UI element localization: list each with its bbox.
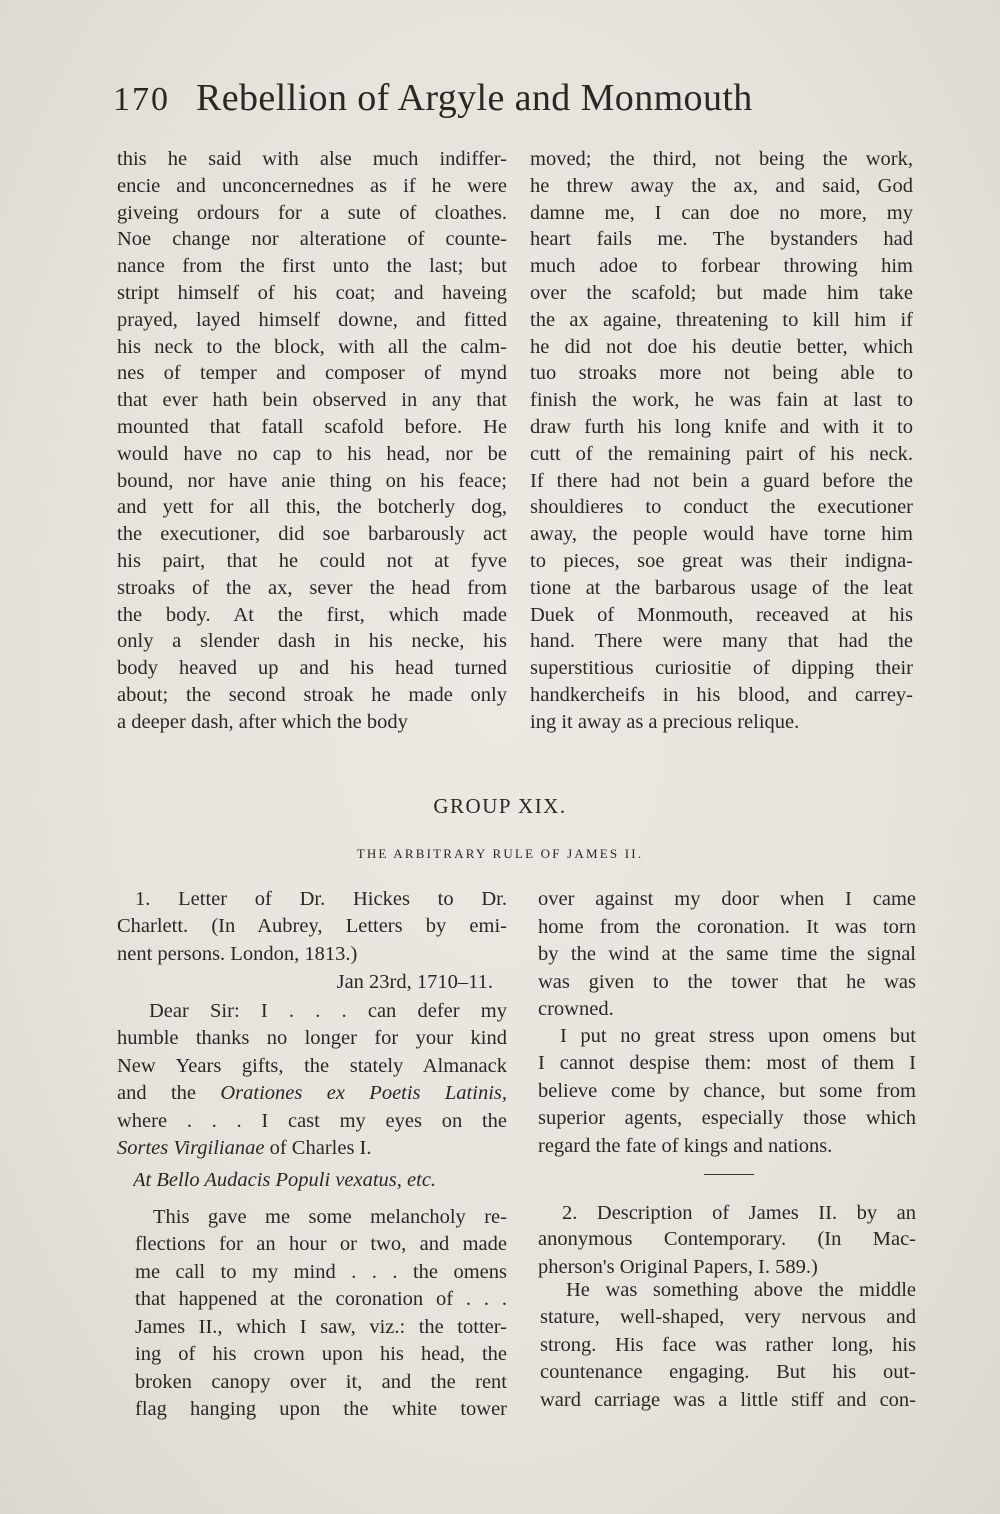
latin-quote [133, 1167, 513, 1195]
description-citation-first [562, 1200, 916, 1228]
text-line: body heaved up and his head turned [117, 657, 507, 680]
letter-para2-first [153, 1204, 507, 1232]
text-line: Dear Sir: I . . . can defer my [149, 1000, 507, 1022]
text-line: Duek of Monmouth, receaved at his [530, 603, 913, 626]
text-line: If there had not bein a guard before the [530, 469, 913, 492]
omens-para-first [560, 1023, 916, 1051]
text-line: over against my door when I came [538, 888, 916, 910]
text-line: where . . . I cast my eyes on the [117, 1109, 507, 1132]
group-heading: GROUP XIX. [433, 794, 567, 818]
text-line: that ever hath bein observed in any that [117, 389, 507, 412]
description-para [540, 1304, 916, 1414]
running-title: Rebellion of Argyle and Monmouth [196, 77, 753, 119]
text-line: ward carriage was a little stiff and con- [540, 1388, 916, 1411]
text-line: was given to the tower that he was [538, 970, 916, 993]
text-line: mounted that fatall scafold before. He [117, 415, 507, 438]
text-line: only a slender dash in his necke, his [117, 630, 507, 653]
text-line: handkercheifs in his blood, and carrey- [530, 683, 913, 706]
text-line: much adoe to forbear throwing him [530, 255, 913, 278]
text-line: damne me, I can doe no more, my [530, 201, 913, 224]
text-line: tuo stroaks more not being able to [530, 362, 913, 385]
text-line: crowned. [538, 998, 614, 1020]
text-line: by the wind at the same time the signal [538, 943, 916, 965]
text-run: and the [117, 1082, 221, 1104]
omens-para [538, 1050, 916, 1160]
letter-citation [135, 886, 507, 914]
text-line: humble thanks no longer for your kind [117, 1027, 507, 1049]
description-para-first [566, 1277, 916, 1305]
text-line: stript himself of his coat; and haveing [117, 281, 507, 304]
citation-line: pherson's Original Papers, I. 589.) [538, 1255, 818, 1278]
text-line: to pieces, soe great was their indigna- [530, 549, 913, 572]
text-line: giveing ordours for a sute of cloathes. [117, 201, 507, 224]
text-line: prayed, layed himself downe, and fitted [117, 308, 507, 331]
quote-line: At Bello Audacis Populi vexatus, etc. [133, 1169, 437, 1191]
text-line: flections for an hour or two, and made [135, 1233, 507, 1255]
text-line: me call to my mind . . . the omens [135, 1260, 507, 1283]
top-left-column [117, 146, 507, 736]
text-line: moved; the third, not being the work, [530, 148, 913, 170]
text-line: superior agents, especially those which [538, 1107, 916, 1129]
text-line: I cannot despise them: most of them I [538, 1052, 916, 1074]
italic-title: Sortes Virgilianae [117, 1137, 265, 1159]
letter-citation-cont [117, 913, 507, 968]
text-line: his neck to the block, with all the calm- [117, 335, 507, 358]
text-line: This gave me some melancholy re- [153, 1206, 507, 1228]
text-line: he threw away the ax, and said, God [530, 174, 913, 197]
text-line: I put no great stress upon omens but [560, 1025, 916, 1047]
italic-title: Orationes ex Poetis Latinis, [220, 1082, 507, 1104]
text-line: nes of temper and composer of mynd [117, 362, 507, 385]
group-subheading: THE ARBITRARY RULE OF JAMES II. [356, 846, 644, 861]
letter-para1-first [149, 998, 507, 1026]
text-line: flag hanging upon the white tower [135, 1398, 507, 1420]
section-divider [704, 1174, 754, 1175]
text-line: he did not doe his deutie better, which [530, 335, 913, 358]
text-line: encie and unconcernednes as if he were [117, 174, 507, 197]
letter-para2 [135, 1231, 507, 1424]
text-line: believe come by chance, but some from [538, 1079, 916, 1102]
citation-line: nent persons. London, 1813.) [117, 942, 358, 965]
text-line: the executioner, did soe barbarously act [117, 523, 507, 546]
citation-line: 1. Letter of Dr. Hickes to Dr. [135, 888, 507, 910]
text-line: shouldieres to conduct the executioner [530, 496, 913, 519]
text-run: of Charles I. [264, 1137, 372, 1159]
text-line: New Years gifts, the stately Almanack [117, 1054, 507, 1077]
text-line: bound, nor have anie thing on his feace; [117, 469, 507, 492]
text-line: over the scafold; but made him take [530, 281, 913, 304]
page-number: 170 [113, 81, 170, 118]
text-line: regard the fate of kings and nations. [538, 1134, 833, 1157]
text-line: countenance engaging. But his out- [540, 1361, 916, 1383]
date-line: Jan 23rd, 1710–11. [336, 971, 493, 993]
text-line: and yett for all this, the botcherly dog, [117, 496, 507, 519]
text-line: this he said with alse much indiffer- [117, 148, 507, 170]
citation-line: anonymous Contemporary. (In Mac- [538, 1228, 916, 1250]
letter-date [117, 969, 507, 997]
text-line: that happened at the coronation of . . . [135, 1288, 507, 1310]
text-line: hand. There were many that had the [530, 630, 913, 653]
text-line: stature, well-shaped, very nervous and [540, 1306, 916, 1328]
letter-continuation [538, 886, 916, 1024]
text-line: heart fails me. The bystanders had [530, 228, 913, 251]
text-line: away, the people would have torne him [530, 523, 913, 546]
text-line: the body. At the first, which made [117, 603, 507, 626]
text-line [117, 1135, 507, 1163]
text-line: cutt of the remaining pairt of his neck. [530, 442, 913, 465]
description-citation [538, 1226, 916, 1281]
text-line: strong. His face was rather long, his [540, 1333, 916, 1356]
letter-para1 [117, 1025, 507, 1163]
text-line: James II., which I saw, viz.: the totter- [135, 1315, 507, 1338]
text-line: finish the work, he was fain at last to [530, 389, 913, 412]
text-line: stroaks of the ax, sever the head from [117, 576, 507, 599]
text-line: about; the second stroak he made only [117, 683, 507, 706]
text-line: ing of his crown upon his head, the [135, 1343, 507, 1365]
text-line: home from the coronation. It was torn [538, 915, 916, 938]
text-line: a deeper dash, after which the body [117, 710, 408, 733]
text-line: tione at the barbarous usage of the leat [530, 576, 913, 599]
text-line: broken canopy over it, and the rent [135, 1370, 507, 1393]
text-line: the ax againe, threatening to kill him if [530, 308, 913, 331]
text-line: draw furth his long knife and with it to [530, 415, 913, 438]
running-head [113, 76, 873, 132]
text-line: He was something above the middle [566, 1279, 916, 1301]
text-line [117, 1080, 507, 1108]
text-line: ing it away as a precious relique. [530, 710, 800, 733]
text-line: his pairt, that he could not at fyve [117, 549, 507, 572]
text-line: nance from the first unto the last; but [117, 255, 507, 278]
text-line: would have no cap to his head, nor be [117, 442, 507, 465]
text-line: Noe change nor alteratione of counte- [117, 228, 507, 251]
citation-line: 2. Description of James II. by an [562, 1202, 916, 1224]
text-line: superstitious curiositie of dipping their [530, 657, 913, 680]
citation-line: Charlett. (In Aubrey, Letters by emi- [117, 915, 507, 937]
top-right-column [530, 146, 913, 736]
